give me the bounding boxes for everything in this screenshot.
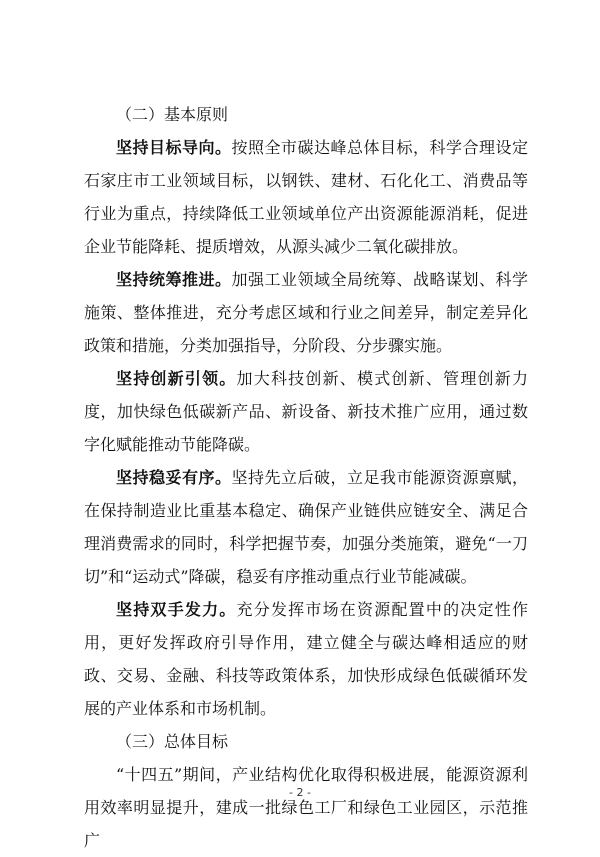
page-content [84,98,528,857]
section-heading-overall-goals: （三）总体目标 [116,732,229,751]
paragraph-body: 坚持先立后破，立足我市能源资源禀赋，在保持制造业比重基本稳定、确保产业链供应链安全、满足合理消费需求的同时，科学把握节奏，加强分类施策，避免“一刀切”和“运动式”降碳，稳妥有序推动重点行业节能减碳。 [84,468,528,586]
paragraph-goal-oriented [84,131,528,263]
page-number: - 2 - [289,786,311,799]
paragraph-fourteenth-five-year: “十四五”期间，产业结构优化取得积极进展，能源资源利用效率明显提升，建成一批绿色工厂和绿色工业园区，示范推广 [84,765,528,850]
paragraph-lead: 坚持双手发力。 [116,600,237,619]
paragraph-coordinated-advance [84,263,528,362]
paragraph-both-hands [84,593,528,725]
paragraph-lead: 坚持统筹推进。 [116,270,232,289]
paragraph-steady-orderly [84,461,528,593]
paragraph-lead: 坚持创新引领。 [116,369,237,388]
paragraph-body: 按照全市碳达峰总体目标，科学合理设定石家庄市工业领域目标，以钢铁、建材、石化化工、消费品等行业为重点，持续降低工业领域单位产出资源能源消耗，促进企业节能降耗、提质增效，从源头减少二氧化碳排放。 [84,138,528,256]
paragraph-innovation-led [84,362,528,461]
paragraph-lead: 坚持目标导向。 [116,138,232,157]
paragraph-body: 充分发挥市场在资源配置中的决定性作用，更好发挥政府引导作用，建立健全与碳达峰相适应的财政、交易、金融、科技等政策体系，加快形成绿色低碳循环发展的产业体系和市场机制。 [84,600,528,718]
paragraph-body: 加强工业领域全局统筹、战略谋划、科学施策、整体推进，充分考虑区域和行业之间差异，制定差异化政策和措施，分类加强指导，分阶段、分步骤实施。 [84,270,528,355]
paragraph-body: 加大科技创新、模式创新、管理创新力度，加快绿色低碳新产品、新设备、新技术推广应用，通过数字化赋能推动节能降碳。 [84,369,528,454]
section-heading-basic-principles: （二）基本原则 [116,105,229,124]
paragraph-lead: 坚持稳妥有序。 [116,468,232,487]
